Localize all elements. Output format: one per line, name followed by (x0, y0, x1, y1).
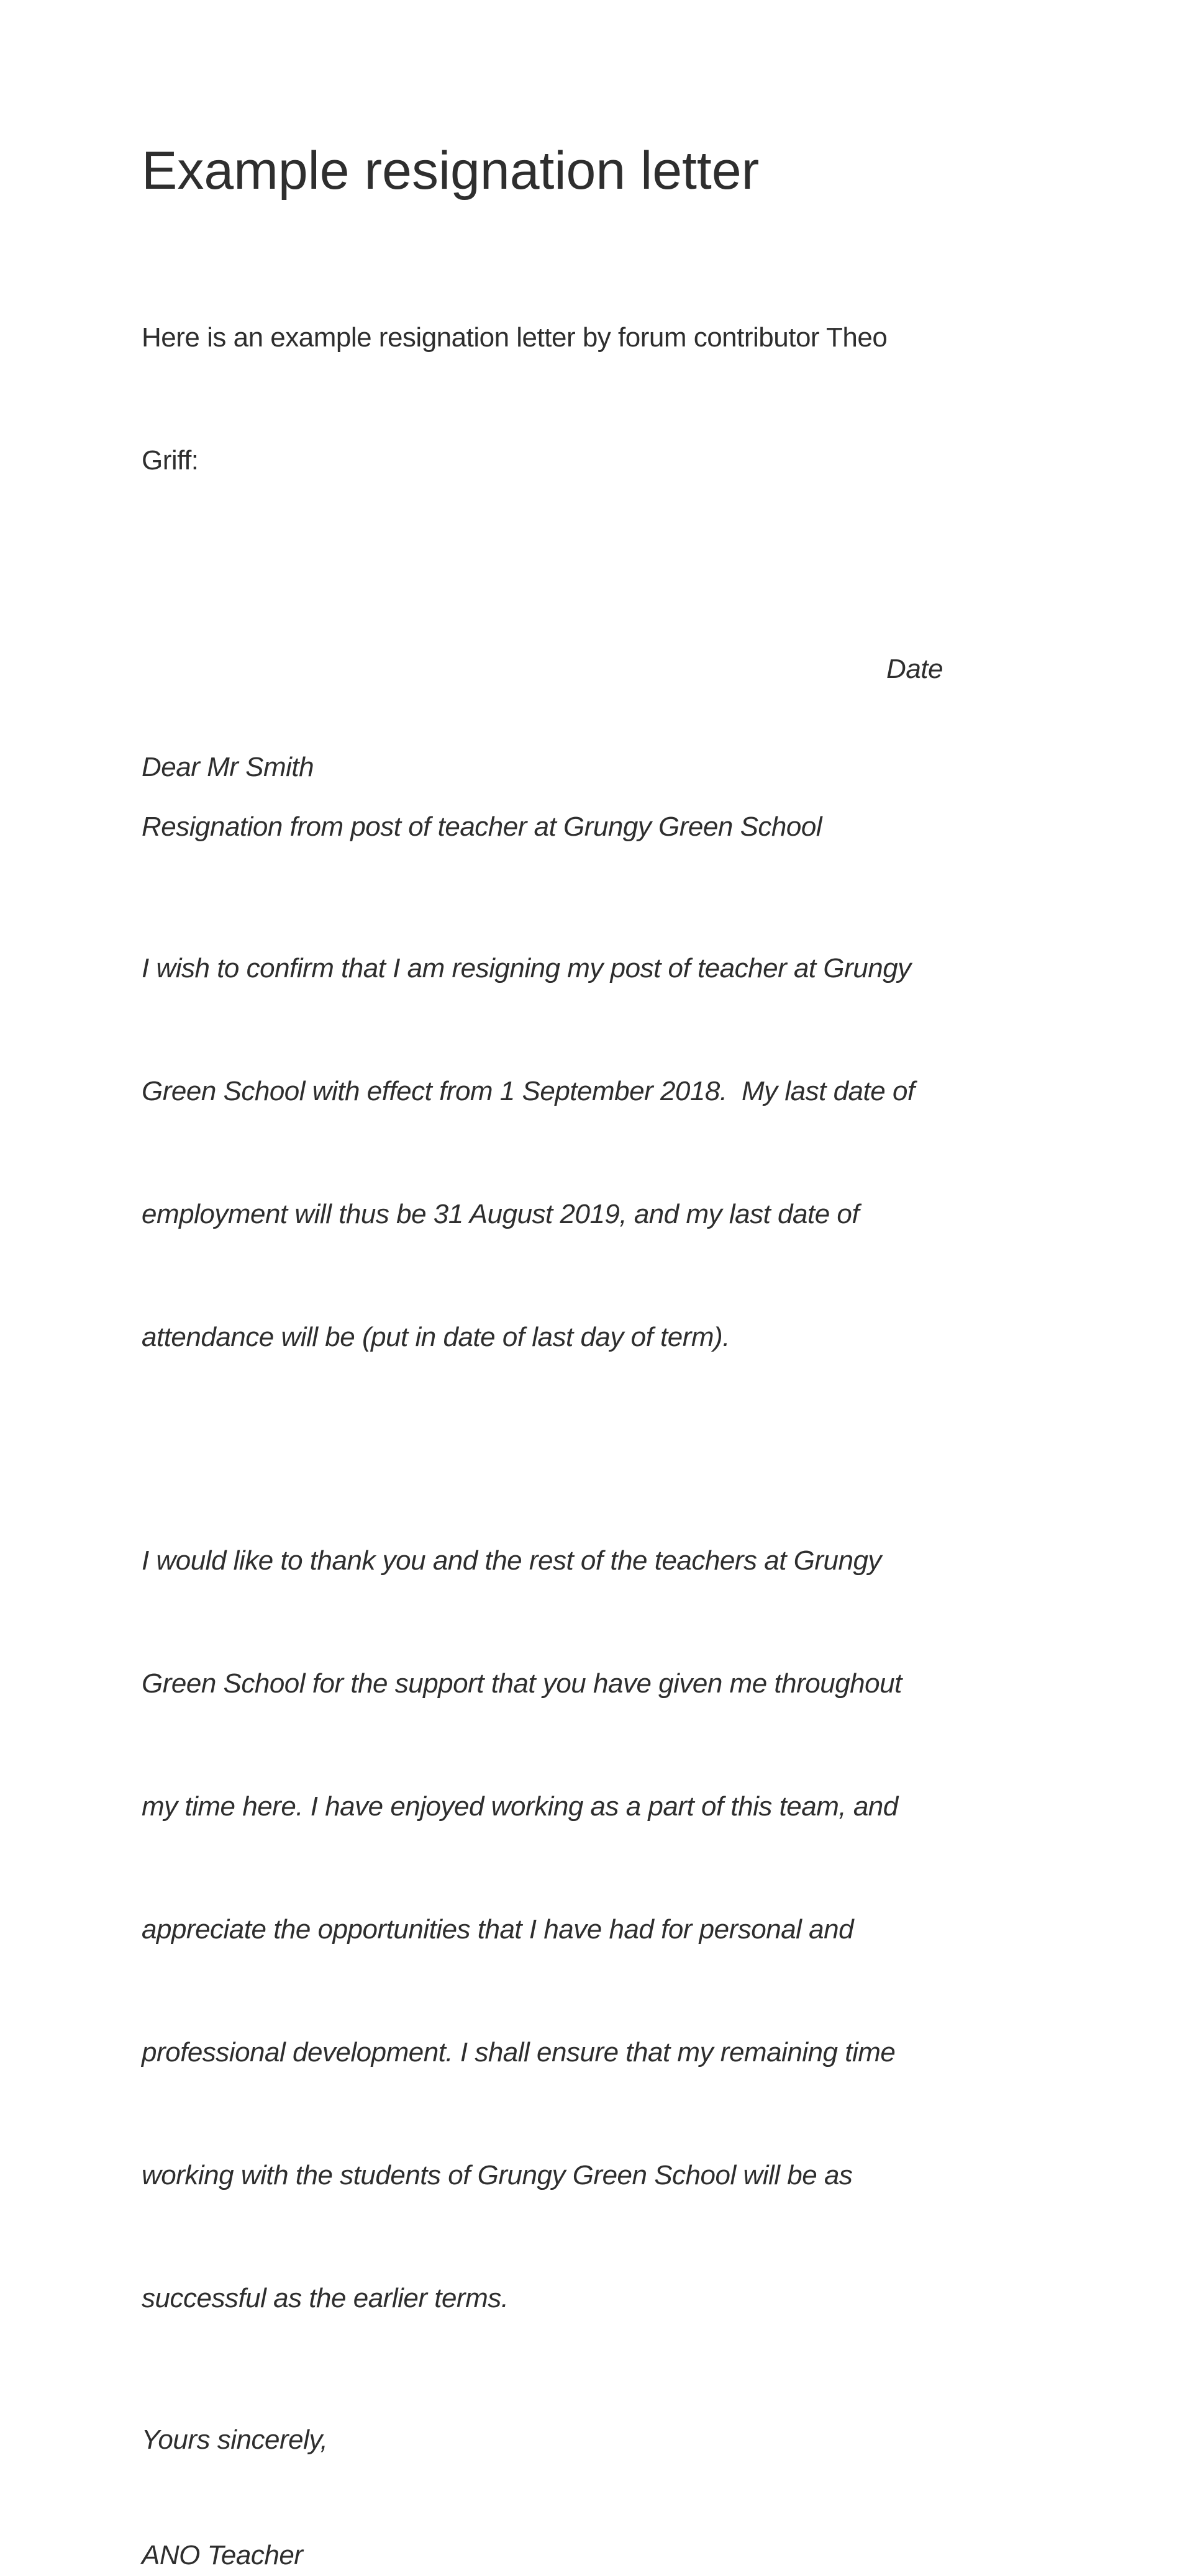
subject-line: Resignation from post of teacher at Grungy Green School (142, 811, 822, 842)
paragraph-line: professional development. I shall ensure that my remaining time (142, 2036, 896, 2068)
paragraph-line: successful as the earlier terms. (142, 2282, 509, 2313)
paragraph-line: appreciate the opportunities that I have had for personal and (142, 1914, 854, 1945)
paragraph-line: attendance will be (put in date of last day of term). (142, 1321, 730, 1352)
body-paragraph-2 (142, 1458, 1058, 2401)
intro-paragraph (142, 235, 1058, 563)
intro-line: Griff: (142, 445, 199, 476)
paragraph-line: working with the students of Grungy Green School will be as (142, 2159, 853, 2190)
paragraph-line: employment will thus be 31 August 2019, and my last date of (142, 1198, 860, 1229)
paragraph-line: I wish to confirm that I am resigning my post of teacher at Grungy (142, 952, 911, 983)
signature: ANO Teacher (142, 2539, 303, 2570)
salutation: Dear Mr Smith (142, 751, 314, 782)
paragraph-line: Green School with effect from 1 September 2018. My last date of (142, 1075, 915, 1106)
paragraph-line: Green School for the support that you have given me throughout (142, 1668, 902, 1699)
intro-line: Here is an example resignation letter by forum contributor Theo (142, 322, 888, 353)
closing: Yours sincerely, (142, 2424, 328, 2455)
paragraph-line: I would like to thank you and the rest of the teachers at Grungy (142, 1545, 881, 1576)
date-placeholder: Date (886, 653, 943, 684)
paragraph-line: my time here. I have enjoyed working as a part of this team, and (142, 1791, 898, 1822)
document-title: Example resignation letter (142, 141, 760, 201)
body-paragraph-1 (142, 866, 1058, 1440)
